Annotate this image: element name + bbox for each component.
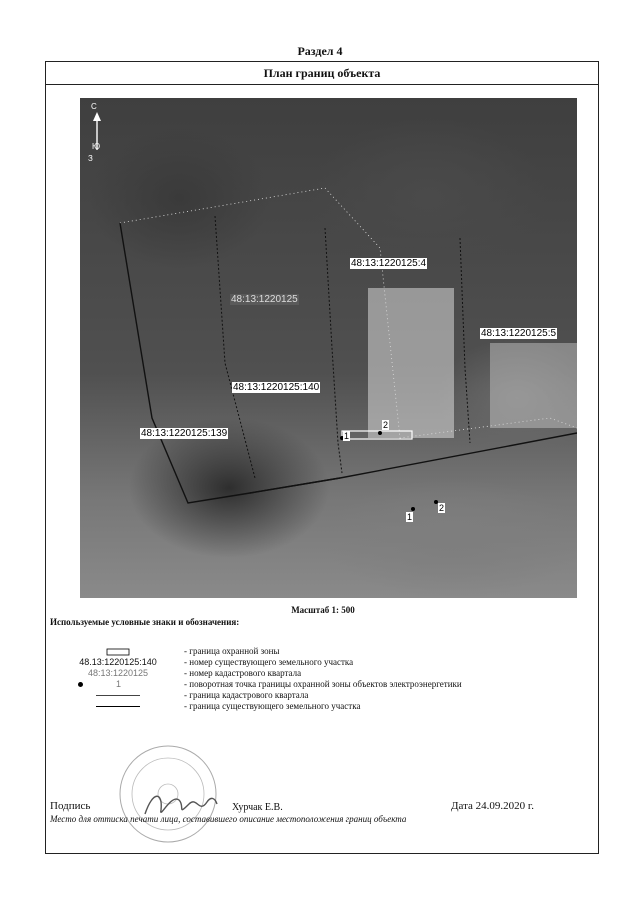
parcel-label: 48:13:1220125:4 <box>351 258 427 269</box>
quarter-label: 48:13:1220125 <box>231 294 298 305</box>
signer-name: Хурчак Е.В. <box>232 802 283 813</box>
aerial-map <box>80 98 577 598</box>
legend-text: - поворотная точка границы охранной зоны объектов электроэнергетики <box>184 679 462 689</box>
legend-symbol <box>54 646 182 657</box>
dot-icon <box>78 682 83 687</box>
parcel-boundary-4-west <box>325 228 342 473</box>
legend-text: - номер кадастрового квартала <box>184 668 302 678</box>
legend-symbol <box>54 690 182 701</box>
legend-row <box>54 679 594 690</box>
point-label: 1 <box>407 512 413 522</box>
stamp-place-note: Место для оттиска печати лица, составившего описание местоположения границ объекта <box>50 814 407 824</box>
parcel-label: 48:13:1220125:5 <box>481 328 557 339</box>
parcel-label: 48:13:1220125:139 <box>141 428 228 439</box>
point-label: 1 <box>344 431 350 441</box>
legend-row <box>54 690 594 701</box>
legend-title: Используемые условные знаки и обозначения: <box>50 617 240 627</box>
north-label: С <box>91 102 97 111</box>
legend-symbol: 48.13:1220125:140 <box>79 657 157 667</box>
zone-symbol-icon <box>106 648 130 656</box>
legend-row <box>54 646 594 657</box>
legend-symbol <box>54 701 182 712</box>
legend-row <box>54 701 594 712</box>
north-arrow <box>90 102 106 162</box>
legend-text: - граница существующего земельного участка <box>184 701 361 711</box>
legend-symbol <box>54 679 182 690</box>
thick-line-icon <box>96 706 140 707</box>
frame-header: План границ объекта <box>46 62 598 85</box>
legend <box>54 646 594 712</box>
point-label: 2 <box>439 503 445 513</box>
thin-line-icon <box>96 695 140 696</box>
legend-text: - граница охранной зоны <box>184 646 280 656</box>
legend-text: - номер существующего земельного участка <box>184 657 354 667</box>
west-label: З <box>88 154 93 163</box>
legend-row <box>54 668 594 679</box>
point-label: 2 <box>383 420 389 430</box>
signature-label: Подпись <box>50 800 91 812</box>
building <box>490 343 577 428</box>
turn-point <box>411 507 415 511</box>
map-overlay <box>80 98 577 598</box>
parcel-label: 48:13:1220125:140 <box>233 382 320 393</box>
section-title: Раздел 4 <box>297 44 343 58</box>
legend-row <box>54 657 594 668</box>
parcel-boundary-4-east <box>460 238 470 443</box>
point-symbol: 1 <box>116 679 122 689</box>
parcel-boundary-139 <box>120 223 340 503</box>
turn-point <box>378 431 382 435</box>
document-date: Дата 24.09.2020 г. <box>451 800 534 812</box>
legend-text: - граница кадастрового квартала <box>184 690 309 700</box>
south-label: Ю <box>92 142 101 151</box>
parcel-boundary-south <box>250 433 577 493</box>
legend-symbol: 48:13:1220125 <box>87 668 149 678</box>
building <box>368 288 454 438</box>
document-frame <box>45 61 599 854</box>
map-scale: Масштаб 1: 500 <box>291 605 355 615</box>
